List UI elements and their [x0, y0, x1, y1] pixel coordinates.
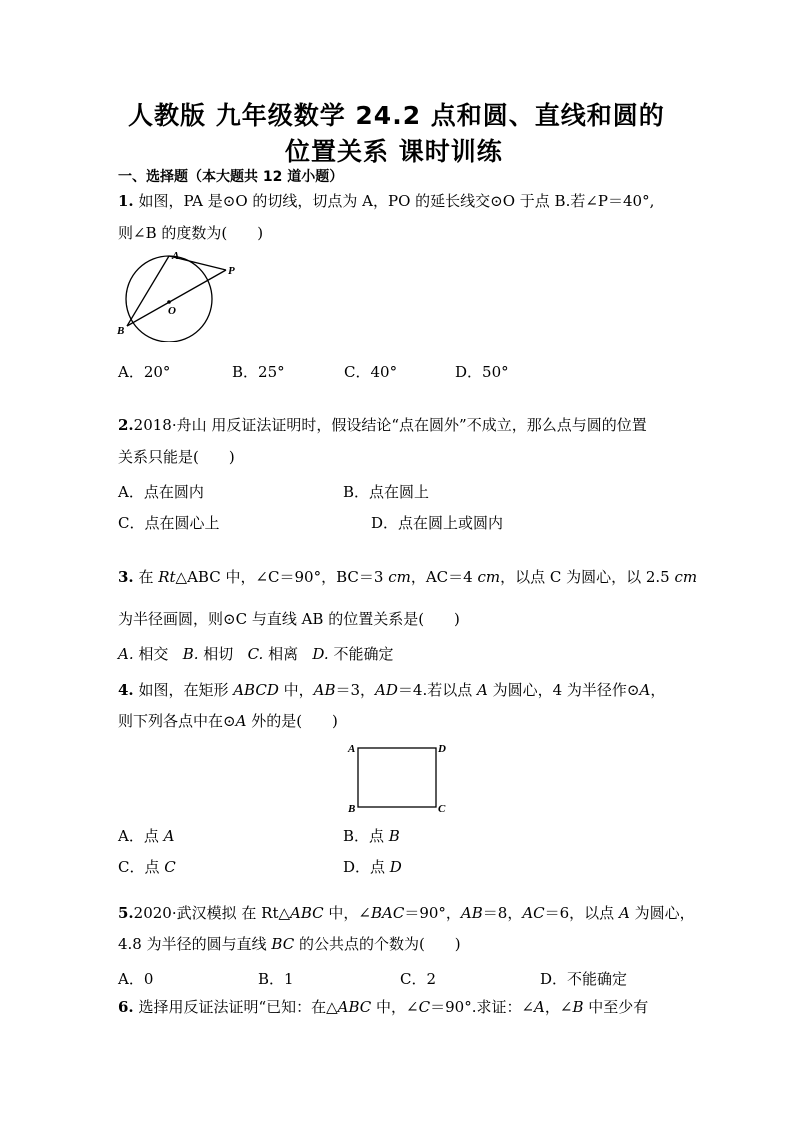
question-2-line2: 关系只能是( ) [118, 448, 235, 466]
question-4-line2: 则下列各点中在⊙A 外的是( ) [118, 712, 338, 730]
question-4-option-d[interactable]: D．点 D [343, 858, 402, 876]
question-3-line2: 为半径画圆，则⊙C 与直线 AB 的位置关系是( ) [118, 610, 460, 628]
question-3-line1: 3. 在 Rt△ABC 中，∠C＝90°，BC＝3 cm，AC＝4 cm，以点 C 为圆心，以 2.5 cm [118, 568, 698, 586]
question-1-figure [112, 250, 242, 342]
label-p: P [228, 265, 235, 277]
question-4-figure [343, 738, 453, 816]
chord-ab [127, 256, 169, 326]
question-3-option-d[interactable]: D. 不能确定 [312, 645, 394, 663]
question-6-line1: 6. 选择用反证法证明“已知：在△ABC 中，∠C＝90°.求证：∠A，∠B 中至少有 [118, 998, 649, 1016]
label-a: A [172, 250, 180, 262]
question-4-line1: 4. 如图，在矩形 ABCD 中，AB＝3，AD＝4.若以点 A 为圆心，4 为半径作⊙A， [118, 681, 666, 699]
question-5-option-d[interactable]: D．不能确定 [540, 970, 628, 988]
question-3-option-b[interactable]: B. 相切 [182, 645, 234, 663]
label-d: D [438, 743, 446, 755]
section-heading: 一、选择题（本大题共 12 道小题） [118, 169, 344, 185]
question-1-option-b[interactable]: B．25° [232, 363, 285, 381]
question-6-number: 6. [118, 998, 134, 1016]
rectangle-abcd [358, 748, 436, 807]
label-b: B [348, 803, 356, 815]
question-5-option-a[interactable]: A．0 [118, 970, 154, 988]
doc-title-line1: 人教版 九年级数学 24.2 点和圆、直线和圆的 [128, 101, 665, 130]
question-3-options [118, 643, 393, 664]
label-o: O [168, 305, 176, 317]
question-5-option-b[interactable]: B．1 [258, 970, 294, 988]
question-5-line2: 4.8 为半径的圆与直线 BC 的公共点的个数为( ) [118, 935, 461, 953]
question-2-option-b[interactable]: B．点在圆上 [343, 483, 430, 501]
label-b: B [117, 325, 125, 337]
question-1-option-d[interactable]: D．50° [455, 363, 509, 381]
question-1-option-c[interactable]: C．40° [344, 363, 398, 381]
question-2-line1: 2.2018·舟山 用反证法证明时，假设结论“点在圆外”不成立，那么点与圆的位置 [118, 416, 647, 434]
question-4-option-b[interactable]: B．点 B [343, 827, 400, 845]
question-4-number: 4. [118, 681, 134, 699]
question-3-option-a[interactable]: A. 相交 [118, 645, 169, 663]
question-5-line1: 5.2020·武汉模拟 在 Rt△ABC 中，∠BAC＝90°，AB＝8，AC＝6，以点 A 为圆心， [118, 904, 695, 922]
question-2-option-a[interactable]: A．点在圆内 [118, 483, 204, 501]
question-1-number: 1. [118, 192, 134, 210]
question-3-option-c[interactable]: C. 相离 [247, 645, 299, 663]
question-5-number: 5. [118, 904, 134, 922]
question-4-option-a[interactable]: A．点 A [118, 827, 175, 845]
question-1-line2: 则∠B 的度数为( ) [118, 224, 264, 242]
question-5-option-c[interactable]: C．2 [400, 970, 437, 988]
question-2-option-c[interactable]: C．点在圆心上 [118, 514, 220, 532]
question-3-number: 3. [118, 568, 134, 586]
circle-o [126, 256, 212, 342]
question-1-line1: 1. 如图，PA 是⊙O 的切线，切点为 A，PO 的延长线交⊙O 于点 B.若∠P＝40°, [118, 192, 655, 210]
question-2-number: 2. [118, 416, 134, 434]
label-c: C [438, 803, 446, 815]
label-a: A [348, 743, 356, 755]
question-2-option-d[interactable]: D．点在圆上或圆内 [371, 514, 504, 532]
center-point-o [167, 300, 171, 304]
doc-title-line2: 位置关系 课时训练 [285, 137, 503, 166]
question-1-option-a[interactable]: A．20° [118, 363, 171, 381]
secant-pb [127, 270, 226, 326]
question-4-option-c[interactable]: C．点 C [118, 858, 176, 876]
